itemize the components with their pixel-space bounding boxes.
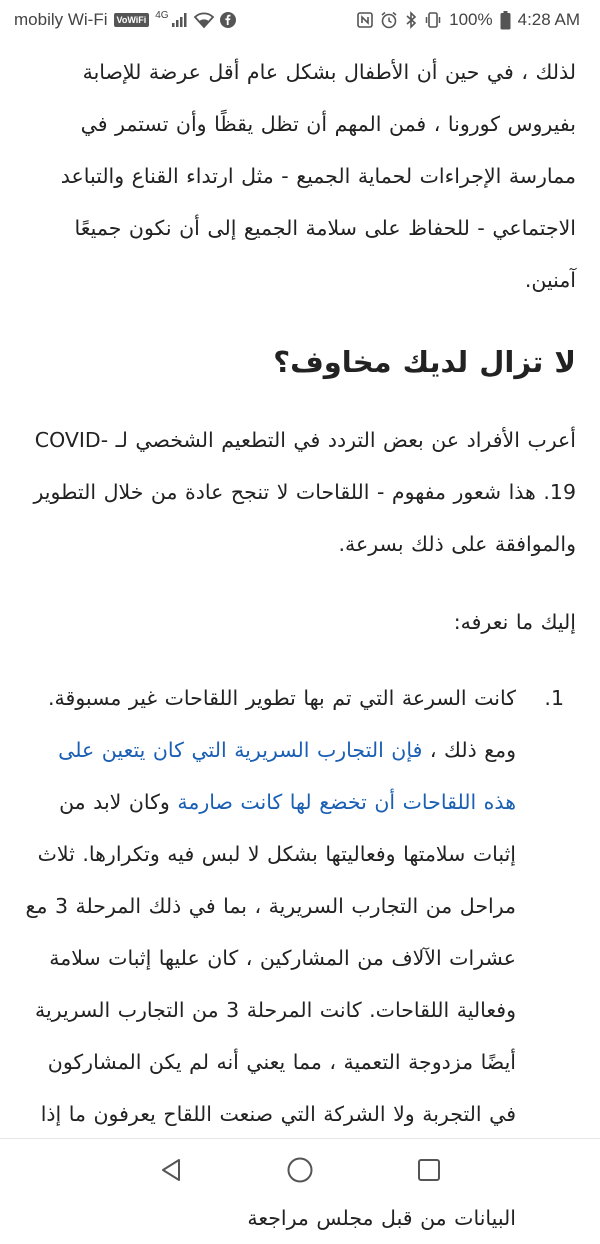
status-bar xyxy=(0,0,600,40)
signal-icon xyxy=(172,13,188,27)
nav-back-icon xyxy=(160,1158,182,1182)
list-item-text: كانت السرعة التي تم بها تطوير اللقاحات غير مسبوقة. ومع ذلك ، xyxy=(48,686,516,762)
network-type-label: 4G xyxy=(155,9,169,21)
navigation-bar xyxy=(0,1138,600,1201)
article-body xyxy=(0,46,600,1244)
wifi-icon xyxy=(194,13,214,28)
list-item-number: 1. xyxy=(544,686,564,710)
section-heading: لا تزال لديك مخاوف؟ xyxy=(273,345,576,379)
clinical-trials-link[interactable]: فإن التجارب السريرية التي كان يتعين على هذه اللقاحات أن تخضع لها كانت صارمة xyxy=(58,738,516,814)
article-paragraph: لذلك ، في حين أن الأطفال بشكل عام أقل عرضة للإصابة بفيروس كورونا ، فمن المهم أن تظل يقظًا وأن تستمر في ممارسة الإجراءات لحماية الجميع - مثل ارتداء القناع والتباعد الاجتماعي - للحفاظ على سلامة الجميع إلى أن نكون جميعًا آمنين. xyxy=(60,60,576,292)
nav-back-button[interactable] xyxy=(154,1153,188,1187)
vibrate-icon xyxy=(424,11,442,29)
facebook-icon xyxy=(220,12,236,28)
nav-recents-icon xyxy=(417,1158,441,1182)
carrier-label: mobily Wi-Fi xyxy=(14,10,108,29)
nav-recents-button[interactable] xyxy=(412,1153,446,1187)
article-paragraph: أعرب الأفراد عن بعض التردد في التطعيم الشخصي لـ COVID-19. هذا شعور مفهوم - اللقاحات لا تنجح عادة من خلال التطوير والموافقة على ذلك بسرعة. xyxy=(33,428,576,556)
article-paragraph: إليك ما نعرفه: xyxy=(453,610,576,634)
list-item-text: وكان لابد من إثبات سلامتها وفعاليتها بشكل لا لبس فيه وتكرارها. ثلاث مراحل من التجارب السريرية ، بما في ذلك المرحلة 3 مع عشرات الآلاف من المشاركين ، كان عليها إثبات سلامة وفعالية اللقاحات. كانت المرحلة 3 من التجارب السريرية أيضًا مزدوجة التعمية ، مما يعني أنه لم يكن المشاركون في التجربة ولا الشركة التي صنعت اللقاح يعرفون ما إذا البيانات من قبل مجلس مراجعة xyxy=(25,790,516,1230)
bluetooth-icon xyxy=(405,11,417,29)
article-scroll-area[interactable] xyxy=(0,40,600,1230)
battery-icon xyxy=(500,11,511,30)
nav-home-icon xyxy=(286,1156,314,1184)
nav-home-button[interactable] xyxy=(283,1153,317,1187)
nfc-icon xyxy=(357,12,373,28)
alarm-icon xyxy=(380,11,398,29)
vowifi-badge: VoWiFi xyxy=(114,13,150,27)
clock-time: 4:28 AM xyxy=(517,10,580,29)
battery-percentage: 100% xyxy=(449,10,493,29)
